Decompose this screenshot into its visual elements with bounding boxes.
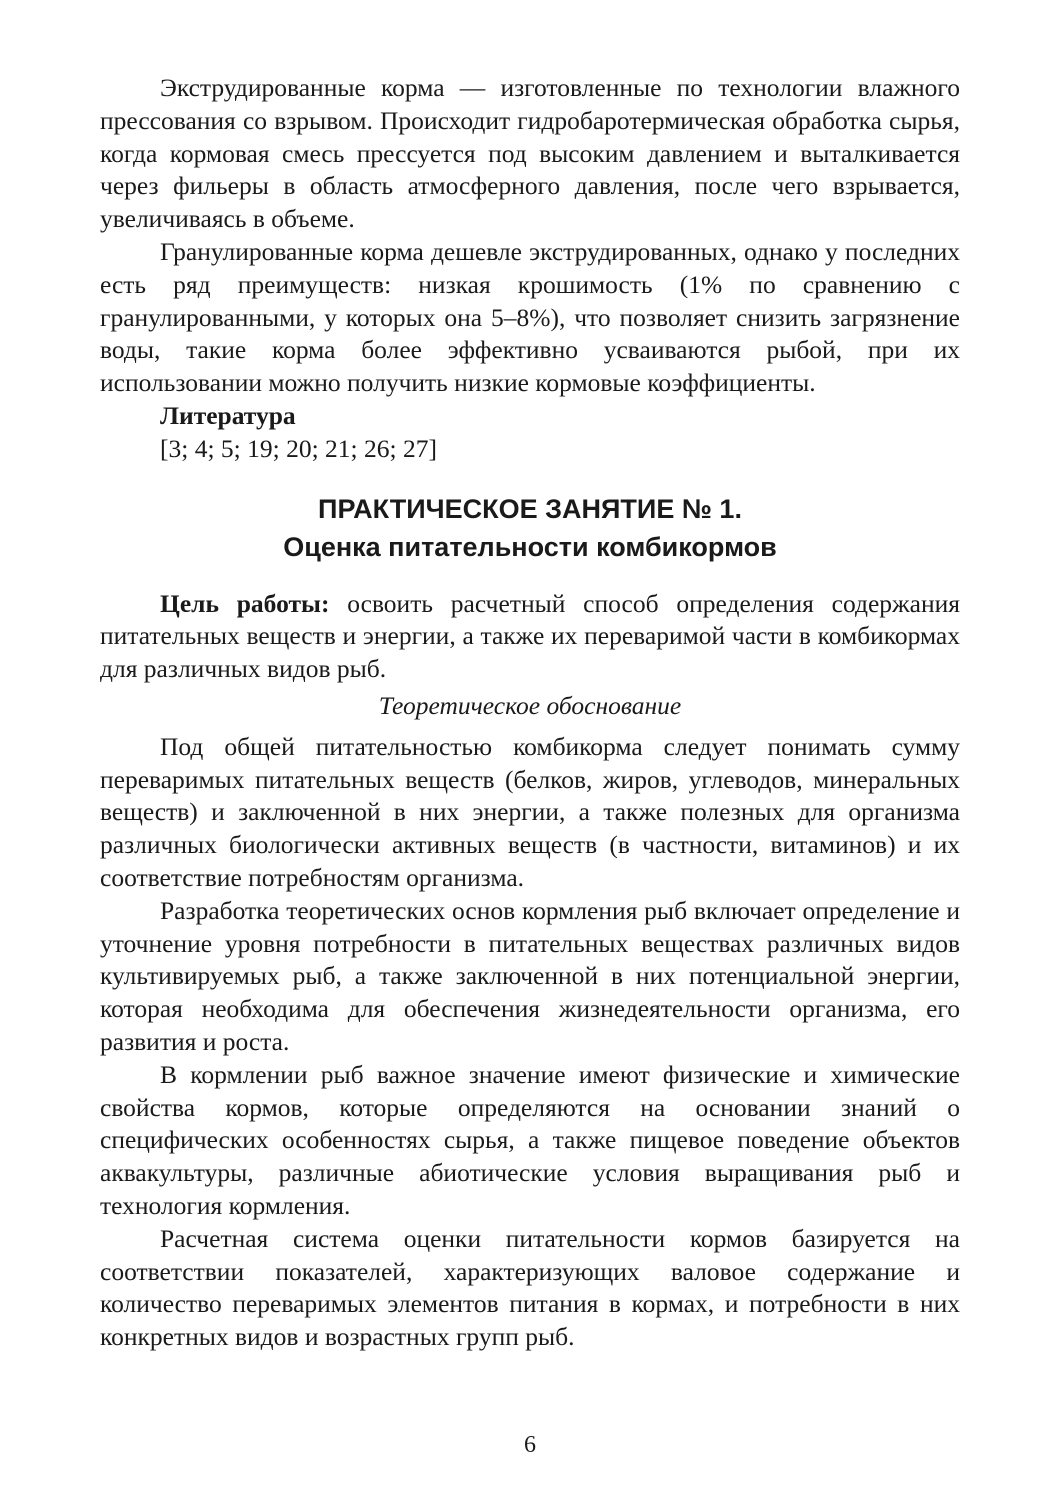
literature-refs: [3; 4; 5; 19; 20; 21; 26; 27] — [160, 433, 437, 463]
literature-title: Литература — [160, 400, 296, 430]
goal-paragraph — [100, 588, 960, 686]
body-paragraph: Разработка теоретических основ кормления рыб включает определение и уточнение уровня потребности в питательных веществах различных видов культивируемых рыб, а также заключенной в них потенциальной энергии, которая необходима для обеспечения жизнедеятельности организма, его развития и роста. — [100, 895, 960, 1056]
section-title-line-2: Оценка питательности комбикормов — [283, 531, 777, 562]
intro-paragraph-1: Экструдированные корма — изготовленные по технологии влажного прессования со взрывом. Происходит гидробаротермическая обработка сырья, когда кормовая смесь прессуется под высоким давлением и выталкивается через фильеры в область атмосферного давления, после чего взрывается, увеличиваясь в объеме. — [100, 73, 960, 234]
literature-block — [160, 400, 960, 466]
section-title-line-1: ПРАКТИЧЕСКОЕ ЗАНЯТИЕ № 1. — [318, 493, 742, 524]
body-paragraph: Расчетная система оценки питательности кормов базируется на соответствии показателей, характеризующих валовое содержание и количество переваримых элементов питания в кормах, и потребности в них конкретных видов и возрастных групп рыб. — [100, 1223, 960, 1352]
goal-text: освоить расчетный способ определения содержания питательных веществ и энергии, а также их переваримой части в комбикормах для различных видов рыб. — [100, 588, 960, 684]
body-paragraph: В кормлении рыб важное значение имеют физические и химические свойства кормов, которые определяются на основании знаний о специфических особенностях сырья, а также пищевое поведение объектов аквакультуры, различные абиотические условия выращивания рыб и технология кормления. — [100, 1059, 960, 1220]
page-content — [100, 72, 960, 1354]
section-heading — [100, 490, 960, 566]
page-number: 6 — [524, 1432, 536, 1458]
intro-paragraph-2: Гранулированные корма дешевле экструдированных, однако у последних есть ряд преимуществ: низкая крошимость (1% по сравнению с гранулированными, у которых она 5–8%), что позволяет снизить загрязнение воды, такие корма более эффективно усваиваются рыбой, при их использовании можно получить низкие кормовые коэффициенты. — [100, 236, 960, 398]
body-paragraph: Под общей питательностью комбикорма следует понимать сумму переваримых питательных веществ (белков, жиров, углеводов, минеральных веществ) и заключенной в них энергии, а также полезных для организма различных биологически активных веществ (в частности, витаминов) и их соответствие потребностям организма. — [100, 731, 960, 892]
theory-subheading: Теоретическое обоснование — [378, 690, 682, 720]
goal-label: Цель работы: — [160, 588, 330, 618]
